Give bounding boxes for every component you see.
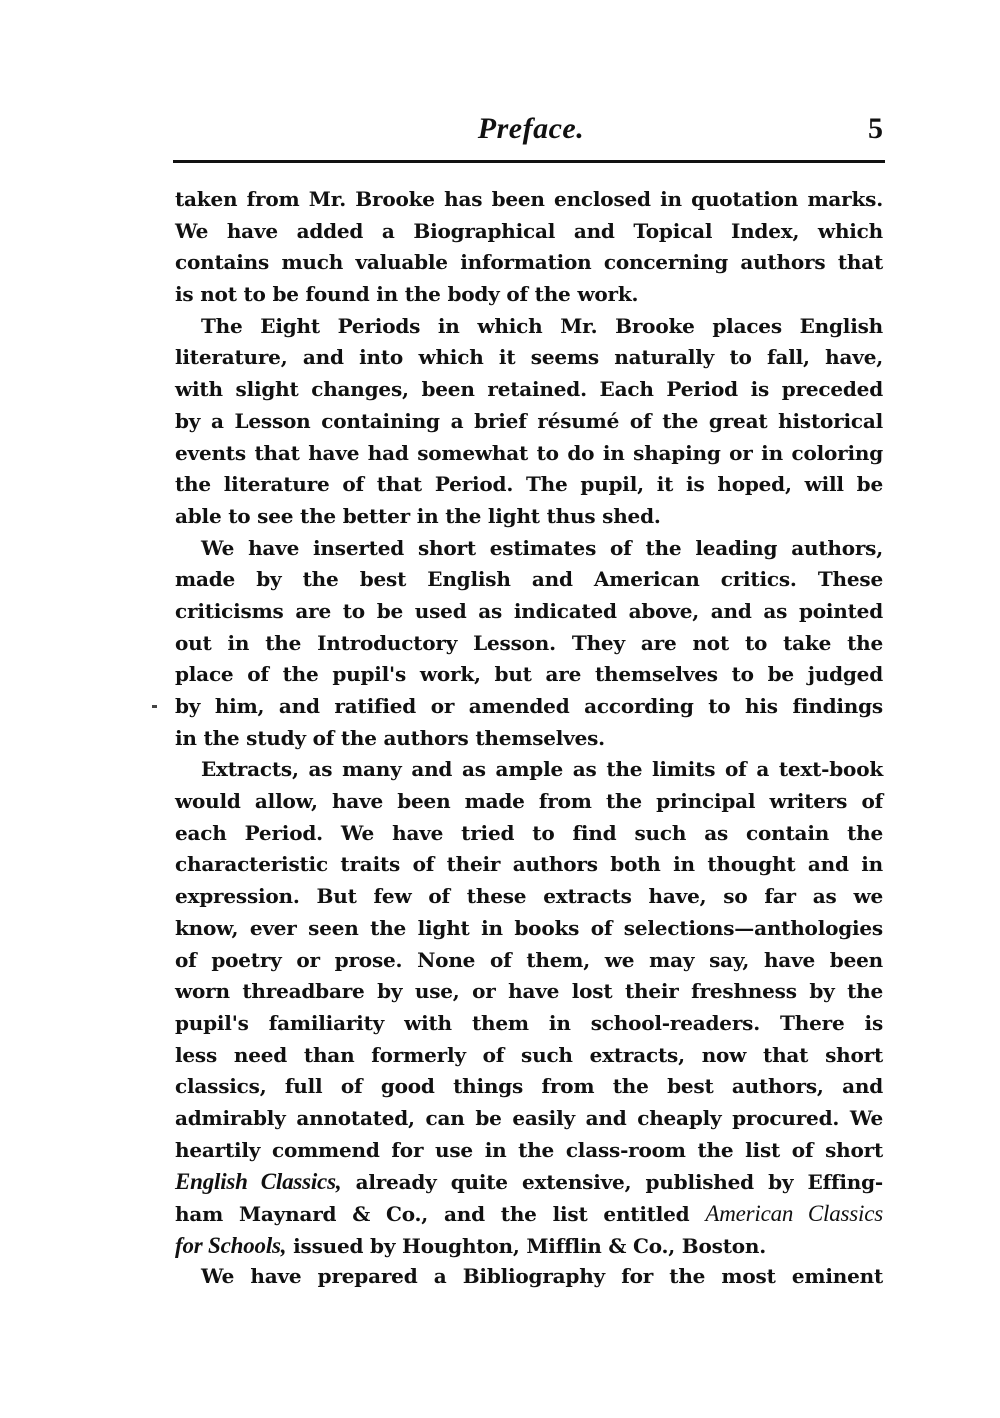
text-line: heartily commend for use in the class-room the list of short xyxy=(175,1137,883,1162)
text-line: We have prepared a Bibliography for the most eminent xyxy=(201,1264,883,1289)
text-line: know, ever seen the light in books of selections—anthologies xyxy=(175,915,883,940)
text-line: expression. But few of these extracts have, so far as we xyxy=(175,884,883,909)
header-rule xyxy=(173,160,885,163)
text-line: criticisms are to be used as indicated above, and as pointed xyxy=(175,598,883,623)
text-line: contains much valuable information concerning authors that xyxy=(175,250,883,275)
italic-title: for Schools, xyxy=(175,1232,287,1258)
text-line: The Eight Periods in which Mr. Brooke places English xyxy=(201,313,883,338)
text-line xyxy=(175,1230,883,1262)
line-text: issued by Houghton, Mifflin & Co., Boston. xyxy=(286,1233,766,1258)
text-line: in the study of the authors themselves. xyxy=(175,725,605,750)
text-line: admirably annotated, can be easily and cheaply procured. We xyxy=(175,1105,883,1130)
text-line xyxy=(175,1198,883,1230)
body-text xyxy=(175,184,883,1293)
text-line: with slight changes, been retained. Each Period is preceded xyxy=(175,377,883,402)
page-number: 5 xyxy=(868,112,883,145)
line-text: ham Maynard & Co., and the list entitled xyxy=(175,1202,706,1226)
text-line: literature, and into which it seems naturally to fall, have, xyxy=(175,345,883,370)
text-line: classics, full of good things from the best authors, and xyxy=(175,1074,883,1099)
text-line: out in the Introductory Lesson. They are not to take the xyxy=(175,630,883,655)
text-line: of poetry or prose. None of them, we may say, have been xyxy=(175,947,883,972)
text-line: characteristic traits of their authors both in thought and in xyxy=(175,852,883,877)
running-head xyxy=(175,112,887,148)
text-line: by a Lesson containing a brief résumé of the great historical xyxy=(175,408,883,433)
line-text: already quite extensive, published by Effing- xyxy=(341,1170,884,1195)
text-line: Extracts, as many and as ample as the limits of a text-book xyxy=(201,757,883,782)
text-line: place of the pupil's work, but are themselves to be judged xyxy=(175,662,883,687)
text-line: worn threadbare by use, or have lost their freshness by the xyxy=(175,979,883,1004)
text-line: is not to be found in the body of the work. xyxy=(175,282,639,307)
margin-mark xyxy=(152,705,157,708)
text-line: the literature of that Period. The pupil, it is hoped, will be xyxy=(175,472,883,497)
text-line: able to see the better in the light thus shed. xyxy=(175,503,661,528)
italic-title: English Classics, xyxy=(175,1169,342,1195)
text-line: by him, and ratified or amended according to his findings xyxy=(175,694,883,718)
text-line: We have inserted short estimates of the leading authors, xyxy=(201,535,883,560)
text-line xyxy=(175,1166,883,1198)
text-line: taken from Mr. Brooke has been enclosed in quotation marks. xyxy=(175,187,883,211)
text-line: each Period. We have tried to find such as contain the xyxy=(175,820,883,845)
text-line: We have added a Biographical and Topical Index, which xyxy=(175,218,883,243)
italic-title: American Classics xyxy=(705,1201,883,1226)
text-line: pupil's familiarity with them in school-readers. There is xyxy=(175,1010,883,1035)
text-line: made by the best English and American critics. These xyxy=(175,567,883,592)
text-line: events that have had somewhat to do in shaping or in coloring xyxy=(175,440,883,465)
text-line: less need than formerly of such extracts, now that short xyxy=(175,1042,883,1067)
text-line: would allow, have been made from the principal writers of xyxy=(175,789,883,814)
running-title: Preface. xyxy=(477,112,585,145)
